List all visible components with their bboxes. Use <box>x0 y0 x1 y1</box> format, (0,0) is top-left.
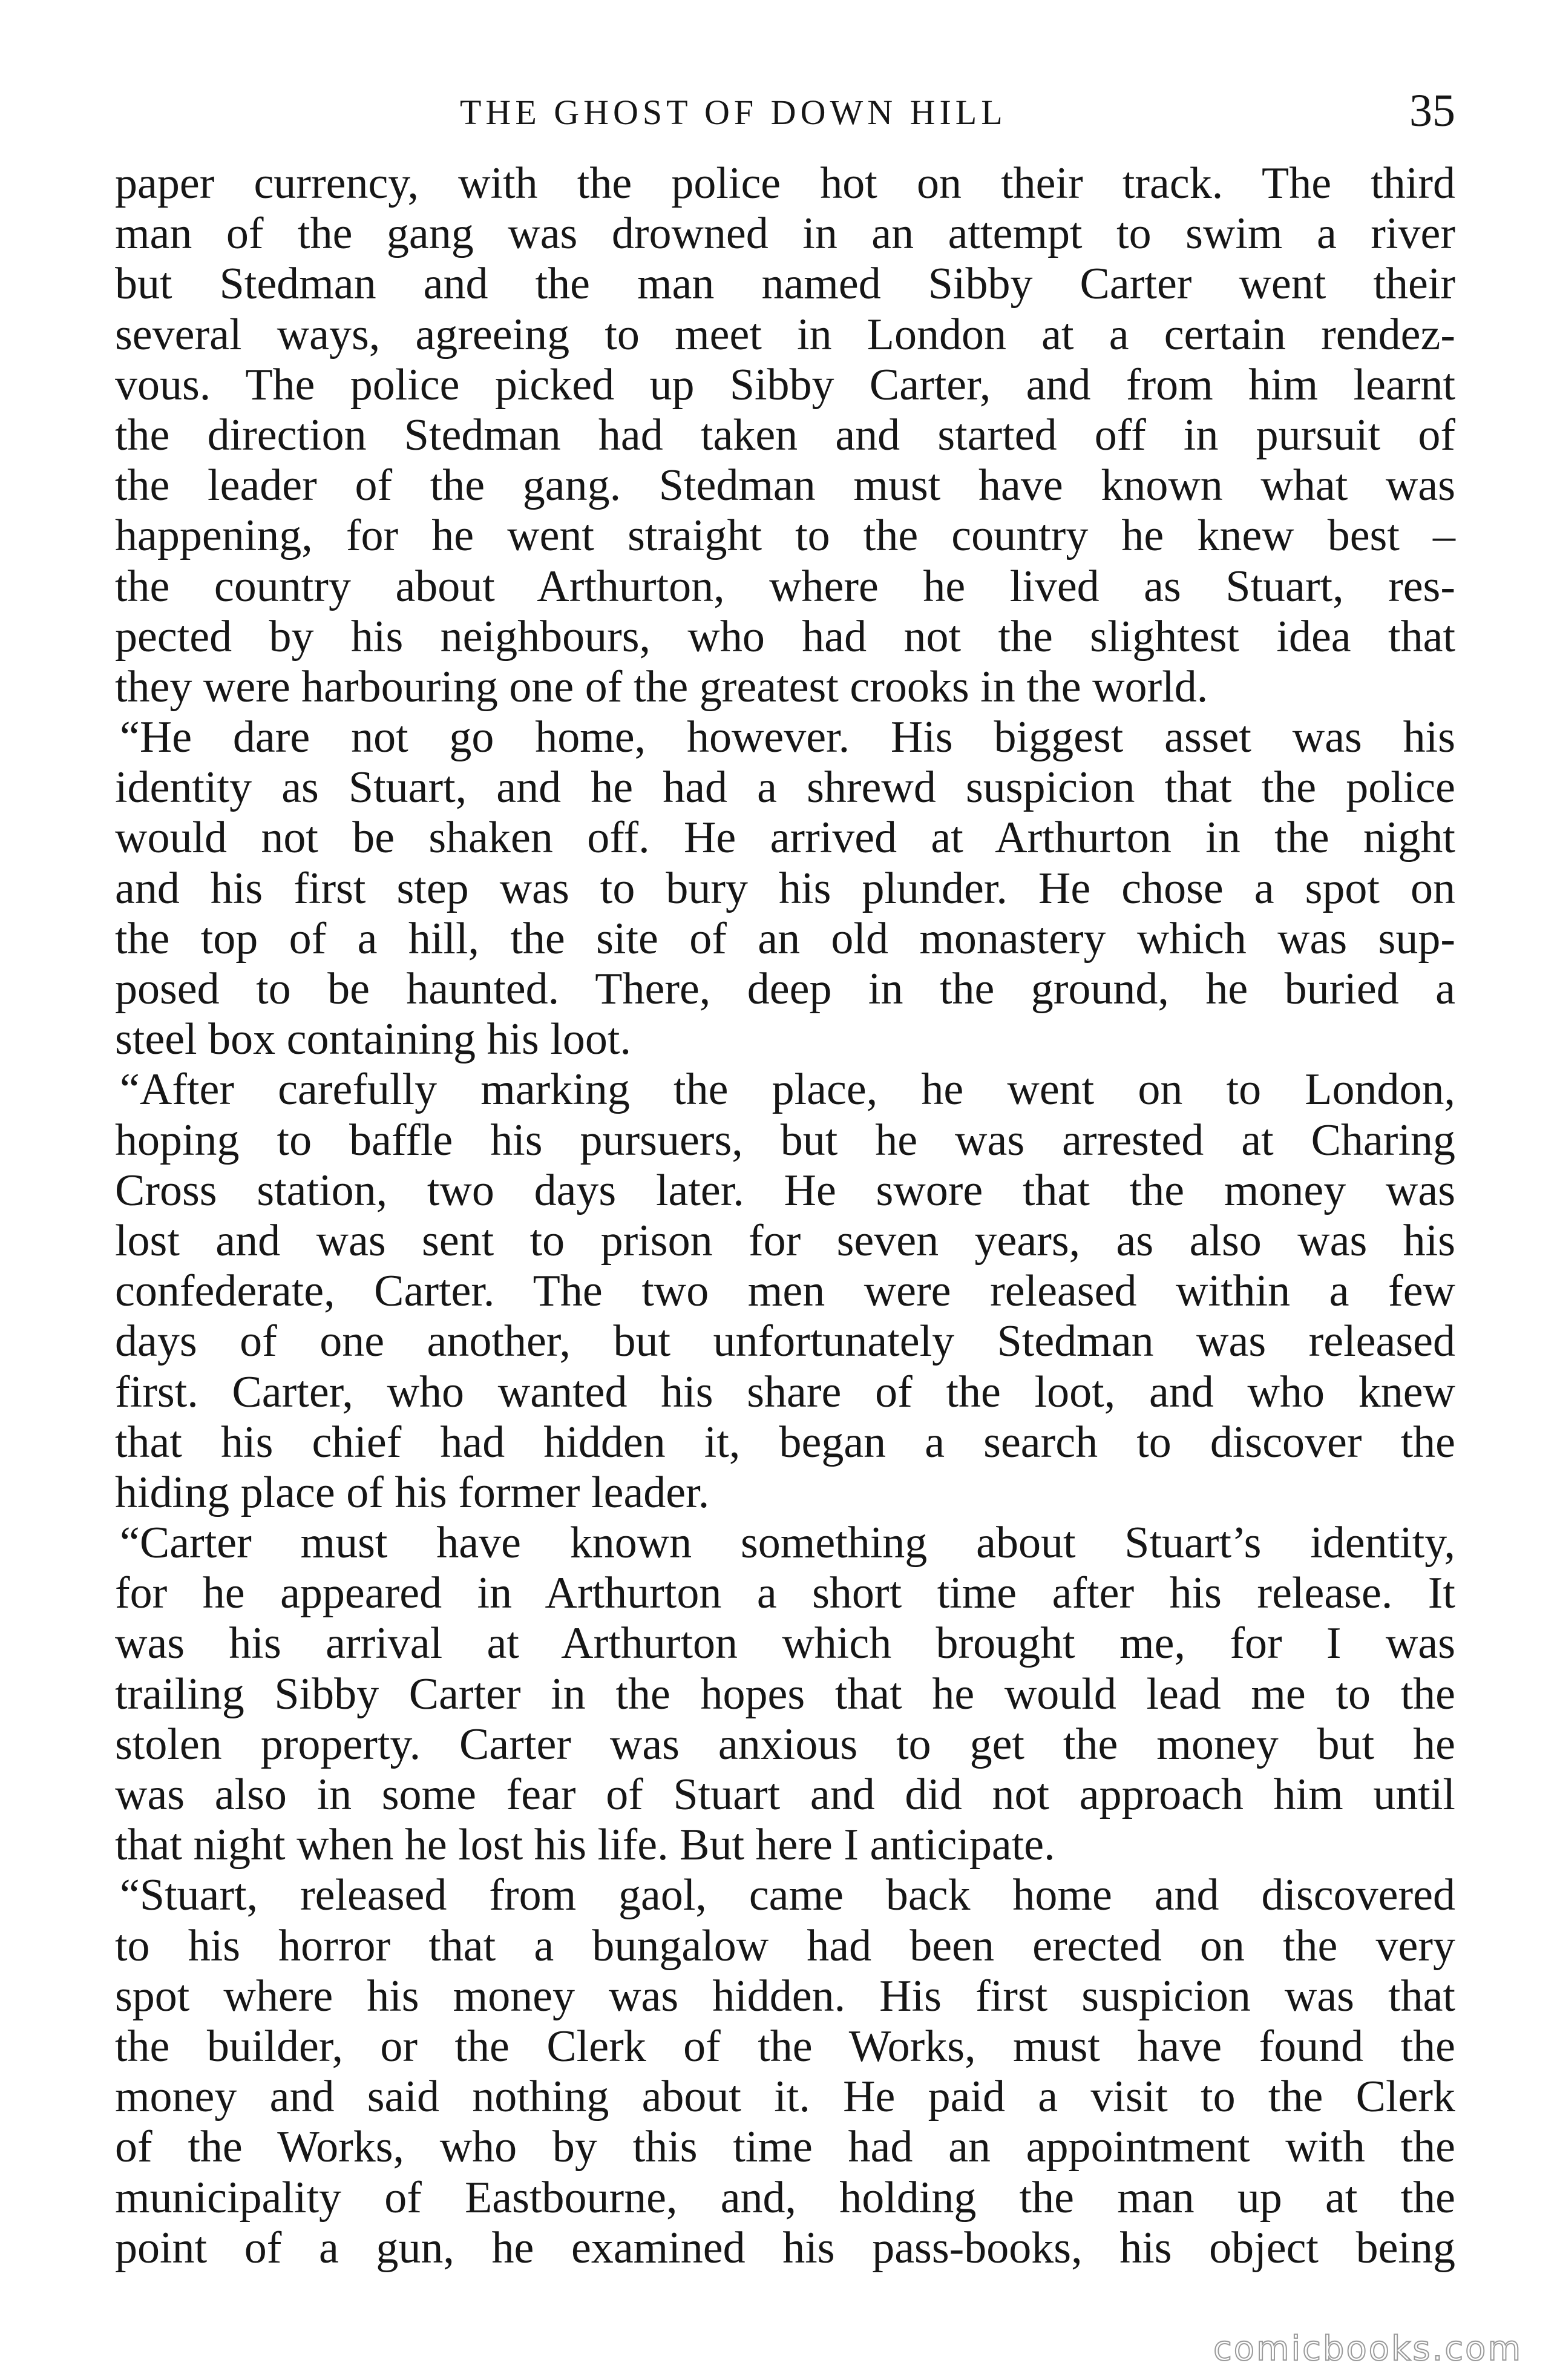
text-line: that his chief had hidden it, began a search to discover the <box>115 1417 1455 1467</box>
text-line: to his horror that a bungalow had been erected on the very <box>115 1921 1455 1971</box>
text-line: pected by his neighbours, who had not the slightest idea that <box>115 611 1455 662</box>
watermark: comicbooks.com <box>1213 2329 1522 2368</box>
text-line: confederate, Carter. The two men were released within a few <box>115 1266 1455 1317</box>
text-line: they were harbouring one of the greatest crooks in the world. <box>115 662 1208 712</box>
text-line: “After carefully marking the place, he went on to London, <box>120 1065 1455 1115</box>
text-line: the top of a hill, the site of an old monastery which was sup- <box>115 913 1455 964</box>
body-text <box>115 159 1455 2273</box>
text-line: posed to be haunted. There, deep in the ground, he buried a <box>115 964 1455 1014</box>
text-line: steel box containing his loot. <box>115 1014 631 1065</box>
page-number: 35 <box>1409 85 1455 136</box>
text-line: vous. The police picked up Sibby Carter, and from him learnt <box>115 360 1455 410</box>
text-line: point of a gun, he examined his pass-books, his object being <box>115 2223 1455 2273</box>
running-title: THE GHOST OF DOWN HILL <box>460 93 1007 132</box>
text-line: “Stuart, released from gaol, came back home and discovered <box>120 1870 1455 1921</box>
text-line: “Carter must have known something about Stuart’s identity, <box>120 1518 1455 1568</box>
text-line: hoping to baffle his pursuers, but he was arrested at Charing <box>115 1115 1455 1165</box>
text-line: the country about Arthurton, where he lived as Stuart, res- <box>115 561 1455 611</box>
text-line: municipality of Eastbourne, and, holding the man up at the <box>115 2172 1455 2223</box>
text-line: hiding place of his former leader. <box>115 1467 710 1517</box>
text-line: was his arrival at Arthurton which brought me, for I was <box>115 1619 1455 1669</box>
text-line: money and said nothing about it. He paid a visit to the Clerk <box>115 2072 1455 2122</box>
text-line: the leader of the gang. Stedman must have known what was <box>115 461 1455 511</box>
text-line: the direction Stedman had taken and started off in pursuit of <box>115 410 1455 460</box>
text-line: the builder, or the Clerk of the Works, must have found the <box>115 2021 1455 2071</box>
running-head <box>115 85 1455 145</box>
text-line: first. Carter, who wanted his share of the loot, and who knew <box>115 1367 1455 1417</box>
text-line: of the Works, who by this time had an appointment with the <box>115 2122 1455 2172</box>
text-line: was also in some fear of Stuart and did not approach him until <box>115 1770 1455 1820</box>
text-line: would not be shaken off. He arrived at Arthurton in the night <box>115 813 1455 863</box>
text-line: days of one another, but unfortunately Stedman was released <box>115 1317 1455 1367</box>
text-line: happening, for he went straight to the country he knew best – <box>115 511 1455 561</box>
text-line: for he appeared in Arthurton a short time after his release. It <box>115 1568 1455 1619</box>
text-line: lost and was sent to prison for seven years, as also was his <box>115 1215 1455 1266</box>
text-line: identity as Stuart, and he had a shrewd suspicion that the police <box>115 763 1455 813</box>
text-line: stolen property. Carter was anxious to get the money but he <box>115 1719 1455 1769</box>
text-line: man of the gang was drowned in an attempt to swim a river <box>115 209 1455 259</box>
text-line: but Stedman and the man named Sibby Carter went their <box>115 259 1455 309</box>
text-line: several ways, agreeing to meet in London at a certain rendez- <box>115 309 1455 360</box>
text-line: spot where his money was hidden. His first suspicion was that <box>115 1971 1455 2021</box>
text-line: trailing Sibby Carter in the hopes that he would lead me to the <box>115 1669 1455 1719</box>
text-line: and his first step was to bury his plunder. He chose a spot on <box>115 863 1455 913</box>
text-line: “He dare not go home, however. His biggest asset was his <box>120 712 1455 763</box>
text-line: paper currency, with the police hot on their track. The third <box>115 159 1455 208</box>
text-line: that night when he lost his life. But here I anticipate. <box>115 1820 1055 1870</box>
text-line: Cross station, two days later. He swore that the money was <box>115 1165 1455 1215</box>
